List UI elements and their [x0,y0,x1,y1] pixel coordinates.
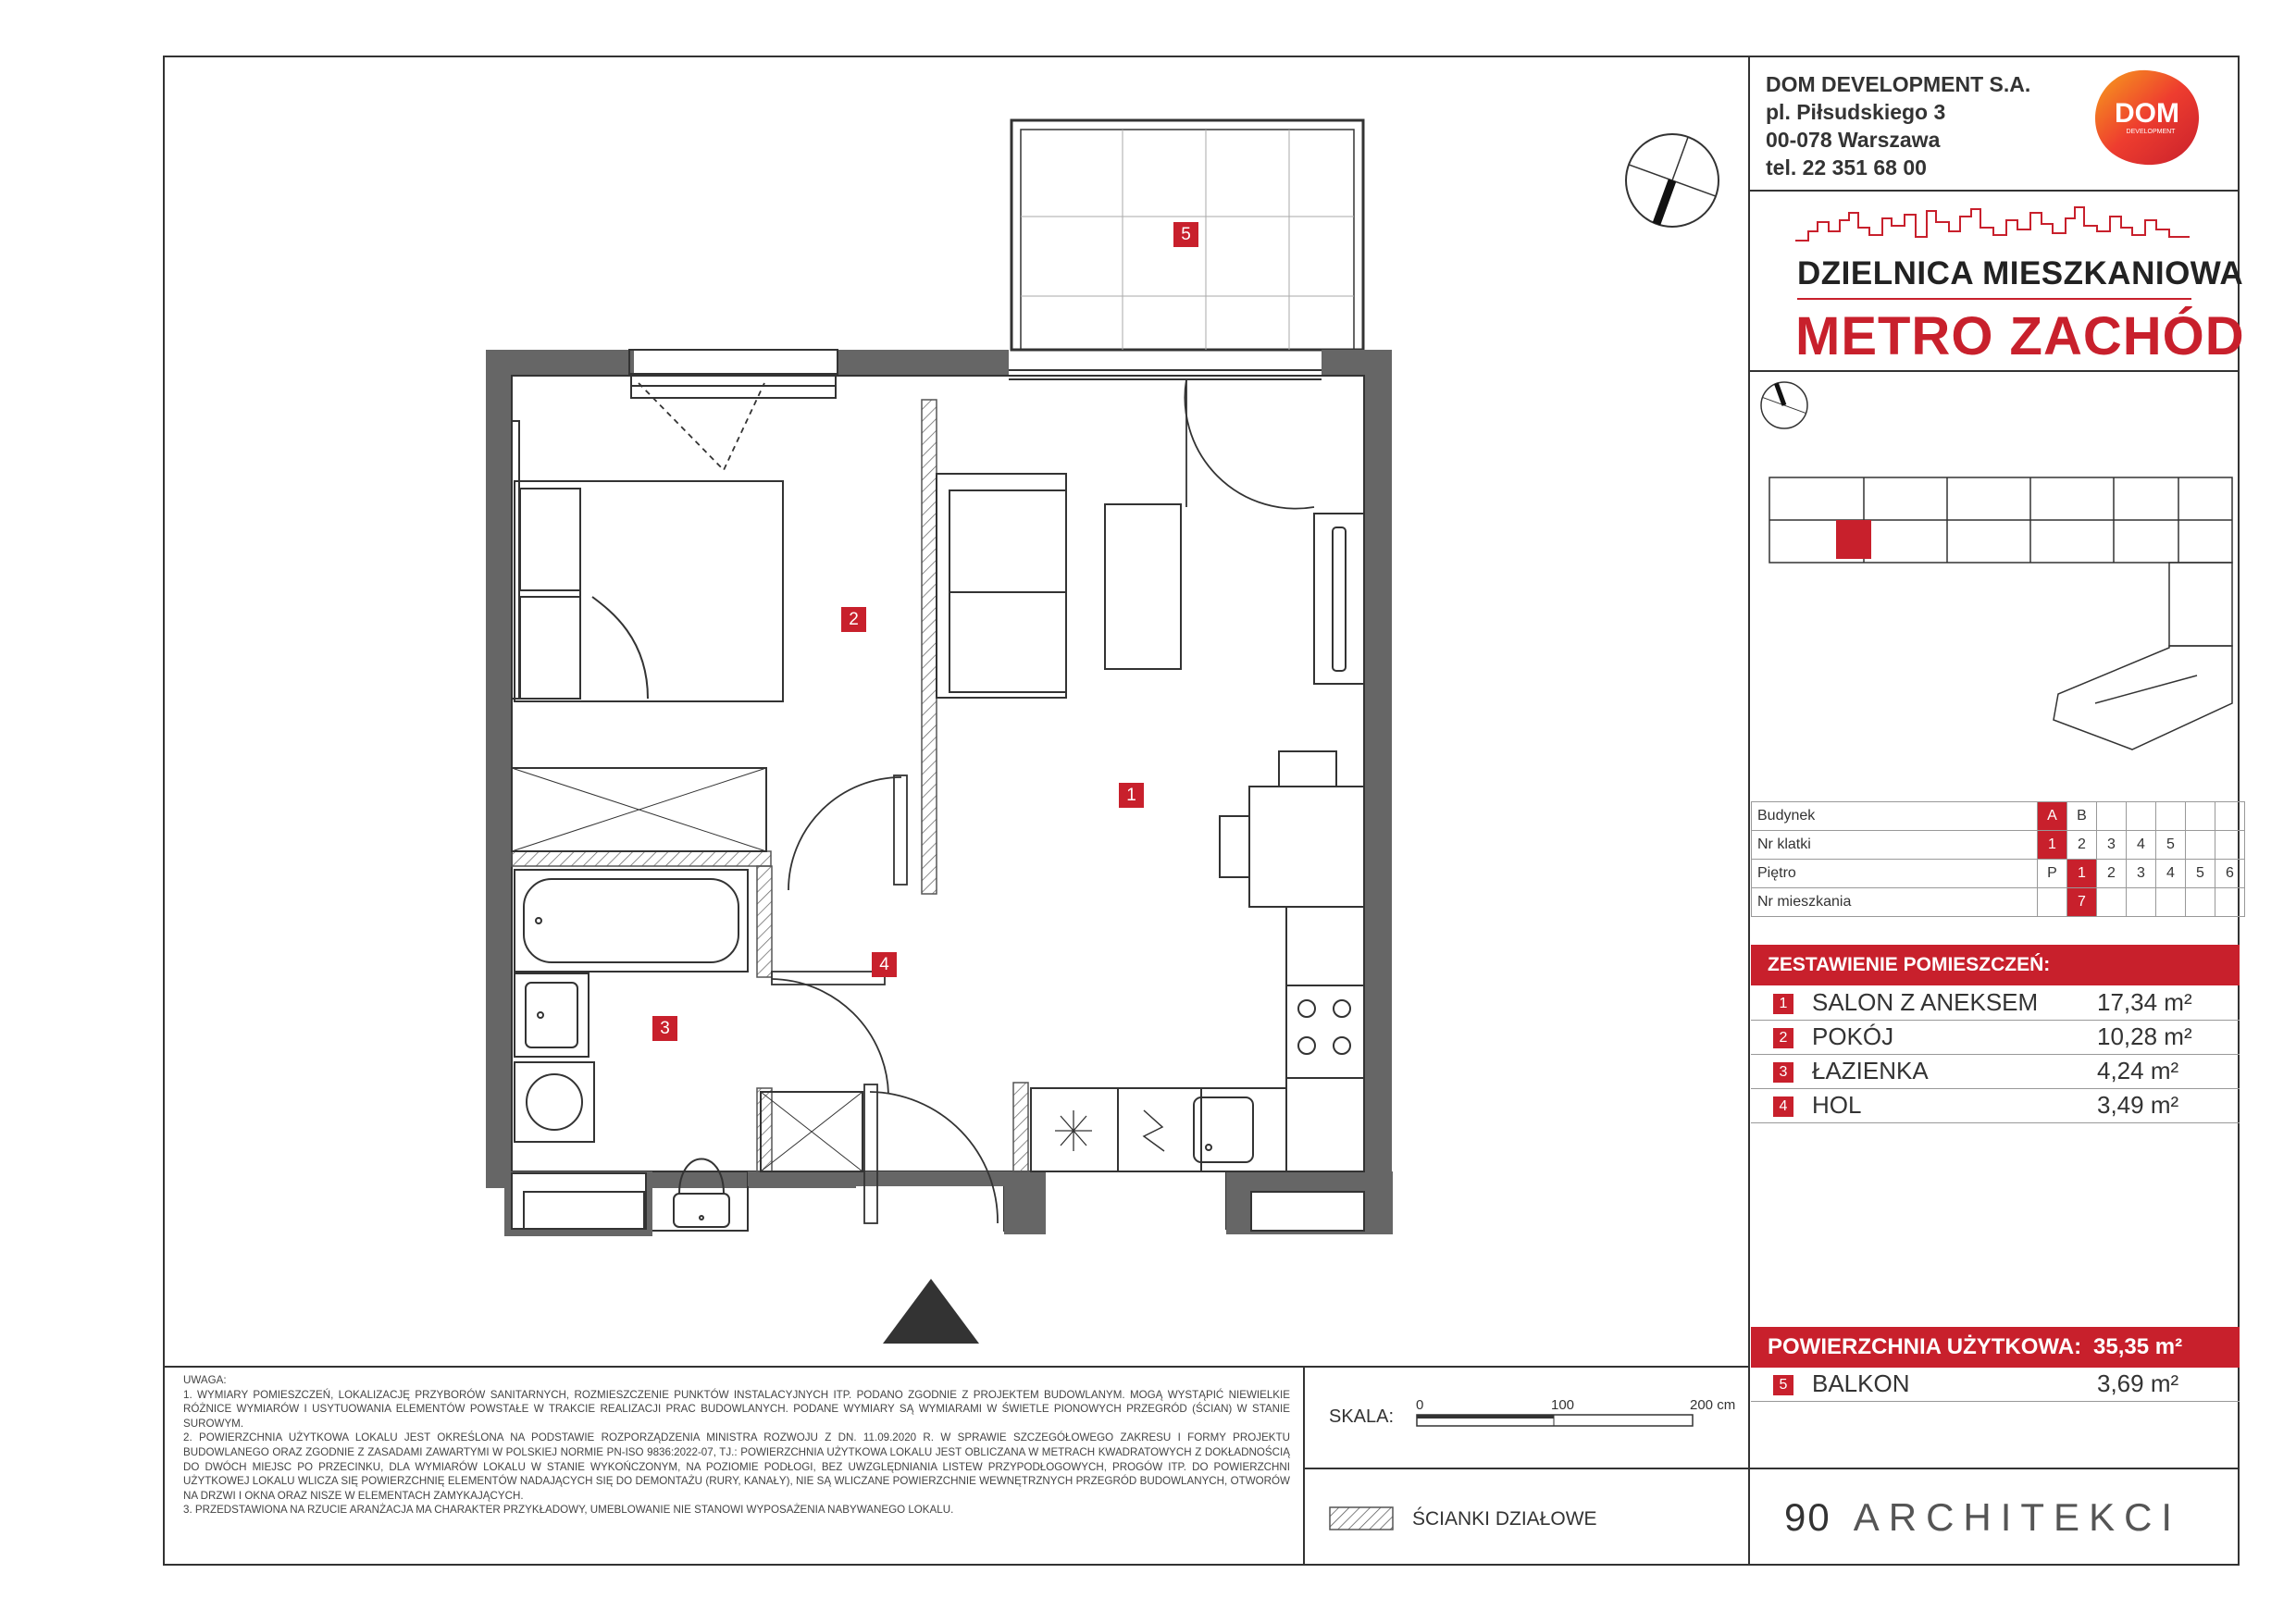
room-row [1751,1055,2240,1089]
note-3: 3. PRZEDSTAWIONA NA RZUCIE ARANŻACJA MA CHARAKTER PRZYKŁADOWY, UMEBLOWANIE NIE STANOWI WYPOSAŻENIA NABYWANEGO LOKALU. [183,1504,954,1517]
notes-title: UWAGA: [183,1374,227,1386]
room-area: 17,34 m² [2097,988,2192,1016]
meta-cell: 4 [2156,860,2186,888]
company-street: pl. Piłsudskiego 3 [1766,100,1946,124]
legend-partition-label: ŚCIANKI DZIAŁOWE [1412,1508,1597,1530]
scale-tick-200: 200 cm [1690,1397,1736,1413]
partition-wall-swatch [1329,1506,1394,1530]
meta-cell [2127,888,2156,917]
meta-cell [2186,831,2215,860]
meta-row [1752,888,2245,917]
meta-label: Piętro [1752,860,2038,888]
meta-cell: 7 [2067,888,2097,917]
room-num: 2 [1773,1028,1793,1048]
note-2: 2. POWIERZCHNIA UŻYTKOWA LOKALU JEST OKREŚLONA NA PODSTAWIE ROZPORZĄDZENIA MINISTRA ROZWOJU Z DN. 11.09.2020 R. W SPRAWIE SZCZEGÓŁOWEGO ZAKRESU I FORMY PROJEKTU BUDOWLANEGO ORAZ ZGODNIE Z ZASADAMI ZAWARTYMI W POLSKIEJ NORMIE PN-ISO 9836:2022-07, TJ.: POWIERZCHNIA UŻYTKOWA LOKALU JEST OBLICZANA W METRACH KWADRATOWYCH Z DOKŁADNOŚCIĄ DO DWÓCH MIEJSC PO PRZECINKU, DLA WYMIARÓW LOKALU W STANIE WYKOŃCZONYM, NA POZIOMIE PODŁOGI, BEZ UWZGLĘDNIANIA LISTEW PRZYPODŁOGOWYCH, PROGÓW ITP. DO POWIERZCHNI UŻYTKOWEJ LOKALU WLICZA SIĘ POWIERZCHNIĘ ELEMENTÓW NADAJĄCYCH SIĘ DO DEMONTAŻU (RURY, KANAŁY), NIE SĄ WLICZANE POWIERZCHNIE WEWNĘTRZNYCH PRZEGRÓD BUDOWLANYCH, OTWORÓW NA DRZWI I OKNA ORAZ NISZE W ELEMENTACH ZAMYKAJĄCYCH. [183,1431,1290,1502]
title-divider-1 [1748,190,2240,192]
meta-cell [2215,888,2245,917]
logo-text-top: DOM [2115,98,2179,129]
brand-line2: METRO ZACHÓD [1795,306,2245,366]
plan-label-room: 2 [841,607,866,632]
architect-number: 90 [1784,1495,1831,1539]
meta-cell [2215,831,2245,860]
meta-cell: 5 [2186,860,2215,888]
note-1: 1. WYMIARY POMIESZCZEŃ, LOKALIZACJĘ PRZYBORÓW SANITARNYCH, ROZMIESZCZENIE PUNKTÓW INSTALACYJNYCH ITP. PODANO ZGODNIE Z PROJEKTEM BUDOWLANYM. MOGĄ WYSTĄPIĆ NIEWIELKIE RÓŻNICE WYMIARÓW I USYTUOWANIA ELEMENTÓW POWSTAŁE W TRAKCIE REALIZACJI PRAC BUDOWLANYCH. PODANE WYMIARY SĄ WYMIARAMI W ŚWIETLE PIONOWYCH PRZEGRÓD (ŚCIAN) W STANIE SUROWYM. [183,1388,1290,1430]
brand-line1: DZIELNICA MIESZKANIOWA [1797,255,2244,291]
title-divider-3 [1748,1468,2240,1469]
meta-cell: B [2067,802,2097,831]
meta-cell: 2 [2067,831,2097,860]
selected-unit-marker [1836,520,1871,559]
meta-cell: 1 [2067,860,2097,888]
company-city: 00-078 Warszawa [1766,128,1941,152]
total-area-label: POWIERZCHNIA UŻYTKOWA: [1768,1334,2082,1359]
meta-label: Nr mieszkania [1752,888,2038,917]
meta-cell [2097,802,2127,831]
room-area: 3,49 m² [2097,1091,2179,1119]
brand-underline [1797,298,2191,300]
plan-label-room: 4 [872,952,897,977]
room-num: 3 [1773,1062,1793,1083]
architect-credit [1784,1495,2181,1540]
meta-row [1752,802,2245,831]
balcony-num: 5 [1773,1375,1793,1395]
scale-legend-divider [1303,1468,1750,1469]
room-area: 4,24 m² [2097,1057,2179,1084]
company-info [1766,70,2030,181]
scale-tick-100: 100 [1551,1397,1575,1413]
compass-icon [1621,130,1723,231]
meta-cell: 3 [2127,860,2156,888]
scale-label: SKALA: [1329,1406,1395,1427]
room-num: 4 [1773,1096,1793,1117]
balcony-name: BALKON [1812,1369,1910,1397]
total-area-value: 35,35 m² [2093,1334,2183,1359]
meta-cell [2156,802,2186,831]
scale-bar [1416,1414,1694,1427]
meta-cell [2038,888,2067,917]
unit-meta-table [1751,801,2245,917]
total-area [1751,1327,2240,1368]
meta-cell: 5 [2156,831,2186,860]
meta-cell [2215,802,2245,831]
room-name: POKÓJ [1812,1022,1894,1050]
meta-label: Budynek [1752,802,2038,831]
meta-cell: 3 [2097,831,2127,860]
mini-compass-icon [1758,379,1810,431]
scale-tick-0: 0 [1416,1397,1424,1413]
room-row [1751,986,2240,1021]
title-block-divider [1748,56,1750,1566]
balcony-area: 3,69 m² [2097,1369,2179,1397]
plan-label-room: 3 [652,1016,677,1041]
dom-development-logo [2090,67,2204,170]
meta-cell [2097,888,2127,917]
meta-cell [2186,802,2215,831]
room-row [1751,1089,2240,1123]
skyline-graphic [1795,204,2190,250]
plan-label-room: 5 [1173,222,1198,247]
meta-cell: P [2038,860,2067,888]
furniture [512,421,1364,1227]
meta-cell: 6 [2215,860,2245,888]
company-phone: tel. 22 351 68 00 [1766,155,1927,180]
meta-cell: 2 [2097,860,2127,888]
meta-cell: 4 [2127,831,2156,860]
meta-row [1752,860,2245,888]
room-row [1751,1021,2240,1055]
logo-text-bottom: DEVELOPMENT [2126,129,2176,135]
meta-label: Nr klatki [1752,831,2038,860]
room-area: 10,28 m² [2097,1022,2192,1050]
meta-row [1752,831,2245,860]
meta-cell [2156,888,2186,917]
title-divider-2 [1748,370,2240,372]
notes [183,1373,1290,1518]
plan-label-room: 1 [1119,783,1144,808]
rooms-heading: ZESTAWIENIE POMIESZCZEŃ: [1751,945,2240,985]
architect-name: ARCHITEKCI [1853,1495,2182,1539]
building-key-plan [1762,472,2240,787]
meta-cell [2127,802,2156,831]
room-name: SALON Z ANEKSEM [1812,988,2039,1016]
room-num: 1 [1773,994,1793,1014]
room-name: ŁAZIENKA [1812,1057,1929,1084]
company-name: DOM DEVELOPMENT S.A. [1766,72,2031,96]
scale-divider [1303,1366,1305,1566]
meta-cell: A [2038,802,2067,831]
room-name: HOL [1812,1091,1862,1119]
balcony-row [1751,1368,2240,1402]
meta-cell: 1 [2038,831,2067,860]
meta-cell [2186,888,2215,917]
entrance-arrow [883,1279,979,1344]
